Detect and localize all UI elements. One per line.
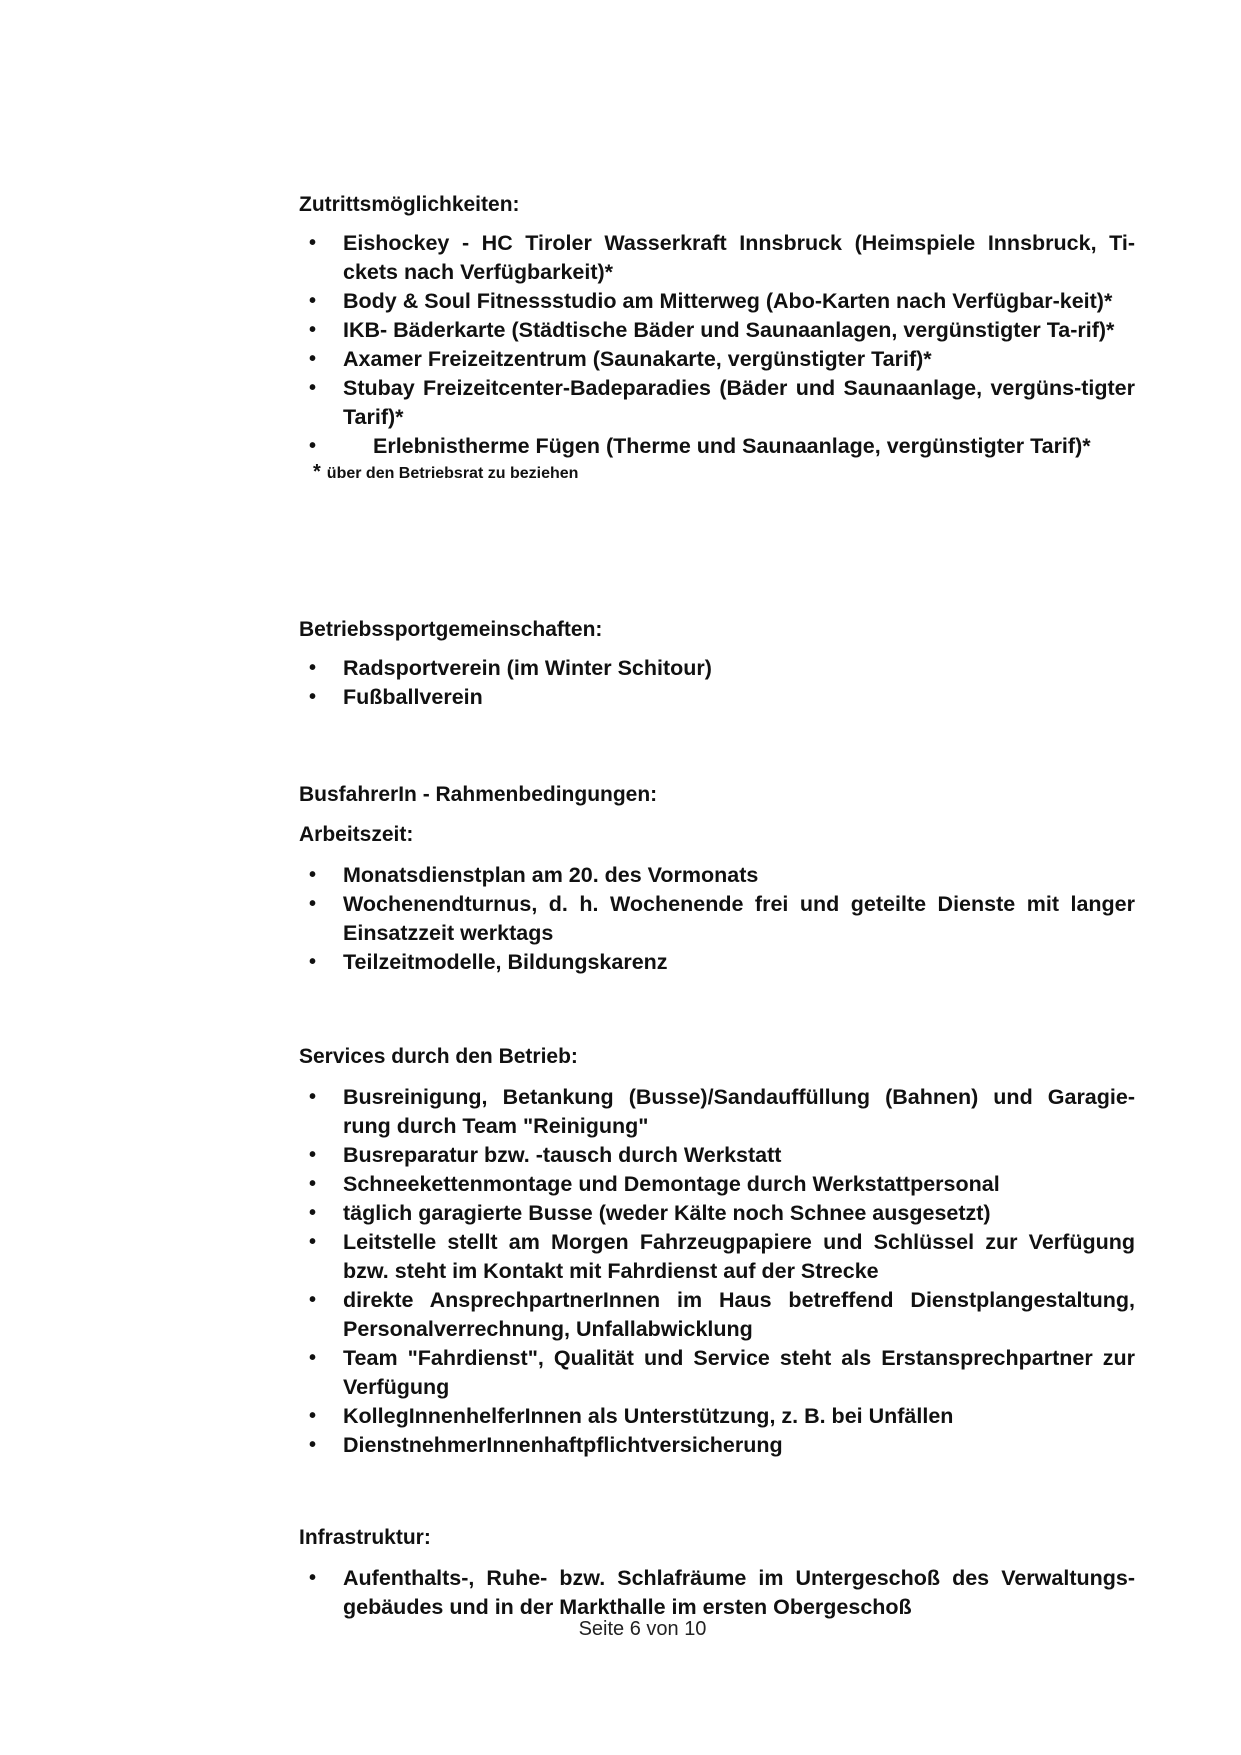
- bus-list: [299, 861, 1135, 977]
- infrastructure-list: [299, 1564, 1135, 1622]
- list-item: • Leitstelle stellt am Morgen Fahrzeugpapiere und Schlüssel zur Verfügung bzw. steht im Kontakt mit Fahrdienst auf der Strecke: [309, 1230, 1135, 1283]
- section-heading: Services durch den Betrieb:: [299, 1045, 578, 1068]
- section-heading: BusfahrerIn - Rahmenbedingungen:: [299, 783, 658, 806]
- bullet-icon: •: [309, 435, 317, 457]
- section-access: [299, 190, 1135, 485]
- bullet-icon: •: [309, 348, 317, 370]
- bullet-icon: •: [309, 290, 317, 312]
- footnote-star: *: [313, 461, 321, 483]
- list-item: • Erlebnistherme Fügen (Therme und Saunaanlage, vergünstigter Tarif)*: [299, 432, 1135, 461]
- bullet-icon: •: [309, 1405, 317, 1427]
- bullet-icon: •: [309, 1289, 317, 1311]
- services-list: [299, 1083, 1135, 1460]
- footnote: * über den Betriebsrat zu beziehen: [313, 461, 579, 483]
- list-item: • KollegInnenhelferInnen als Unterstützung, z. B. bei Unfällen: [299, 1402, 1135, 1431]
- bullet-icon: •: [309, 1231, 317, 1253]
- list-item: • Team "Fahrdienst", Qualität und Service steht als Erstansprechpartner zur Verfügung: [309, 1346, 1135, 1399]
- bullet-icon: •: [309, 232, 317, 254]
- list-item: • Busreparatur bzw. -tausch durch Werkstatt: [299, 1141, 1135, 1170]
- list-item: • Axamer Freizeitzentrum (Saunakarte, vergünstigter Tarif)*: [299, 345, 1135, 374]
- bullet-icon: •: [309, 1567, 317, 1589]
- bullet-icon: •: [309, 1434, 317, 1456]
- bullet-icon: •: [309, 1086, 317, 1108]
- list-item: • Aufenthalts-, Ruhe- bzw. Schlafräume im Untergeschoß des Verwaltungs-gebäudes und in der Markthalle im ersten Obergeschoß: [309, 1566, 1135, 1619]
- page-number-footer: Seite 6 von 10: [578, 1618, 707, 1640]
- list-item: • Fußballverein: [299, 683, 1135, 712]
- section-heading: Zutrittsmöglichkeiten:: [299, 193, 520, 216]
- list-item: • Wochenendturnus, d. h. Wochenende frei und geteilte Dienste mit langer Einsatzzeit werktags: [309, 892, 1135, 945]
- list-item: • Teilzeitmodelle, Bildungskarenz: [299, 948, 1135, 977]
- bullet-icon: •: [309, 319, 317, 341]
- sports-list: [299, 654, 1135, 712]
- list-item: • Busreinigung, Betankung (Busse)/Sandauffüllung (Bahnen) und Garagie-rung durch Team "Reinigung": [309, 1085, 1135, 1138]
- section-sports: [299, 615, 1135, 712]
- list-item: • IKB- Bäderkarte (Städtische Bäder und Saunaanlagen, vergünstigter Ta-rif)*: [299, 316, 1135, 345]
- bullet-icon: •: [309, 1347, 317, 1369]
- bullet-icon: •: [309, 1144, 317, 1166]
- list-item: • Body & Soul Fitnessstudio am Mitterweg (Abo-Karten nach Verfügbar-keit)*: [299, 287, 1135, 316]
- bullet-icon: •: [309, 686, 317, 708]
- bullet-icon: •: [309, 864, 317, 886]
- section-subheading: Arbeitszeit:: [299, 823, 414, 846]
- list-item: • Radsportverein (im Winter Schitour): [299, 654, 1135, 683]
- list-item: • direkte AnsprechpartnerInnen im Haus betreffend Dienstplangestaltung, Personalverrechnung, Unfallabwicklung: [309, 1288, 1135, 1341]
- section-bus: [299, 780, 1135, 977]
- section-heading: Betriebssportgemeinschaften:: [299, 618, 603, 641]
- bullet-icon: •: [309, 1173, 317, 1195]
- section-heading: Infrastruktur:: [299, 1526, 431, 1549]
- list-item: • Monatsdienstplan am 20. des Vormonats: [299, 861, 1135, 890]
- list-item: • Schneekettenmontage und Demontage durch Werkstattpersonal: [299, 1170, 1135, 1199]
- list-item: • Stubay Freizeitcenter-Badeparadies (Bäder und Saunaanlage, vergüns-tigter Tarif)*: [309, 376, 1135, 429]
- section-services: [299, 1042, 1135, 1460]
- bullet-icon: •: [309, 377, 317, 399]
- bullet-icon: •: [309, 951, 317, 973]
- list-item: • DienstnehmerInnenhaftpflichtversicherung: [299, 1431, 1135, 1460]
- list-item: • Eishockey - HC Tiroler Wasserkraft Innsbruck (Heimspiele Innsbruck, Ti-ckets nach Verfügbarkeit)*: [309, 231, 1135, 284]
- bullet-icon: •: [309, 893, 317, 915]
- bullet-icon: •: [309, 1202, 317, 1224]
- access-list: [299, 229, 1135, 461]
- section-infrastructure: [299, 1523, 1135, 1622]
- list-item: • täglich garagierte Busse (weder Kälte noch Schnee ausgesetzt): [299, 1199, 1135, 1228]
- bullet-icon: •: [309, 657, 317, 679]
